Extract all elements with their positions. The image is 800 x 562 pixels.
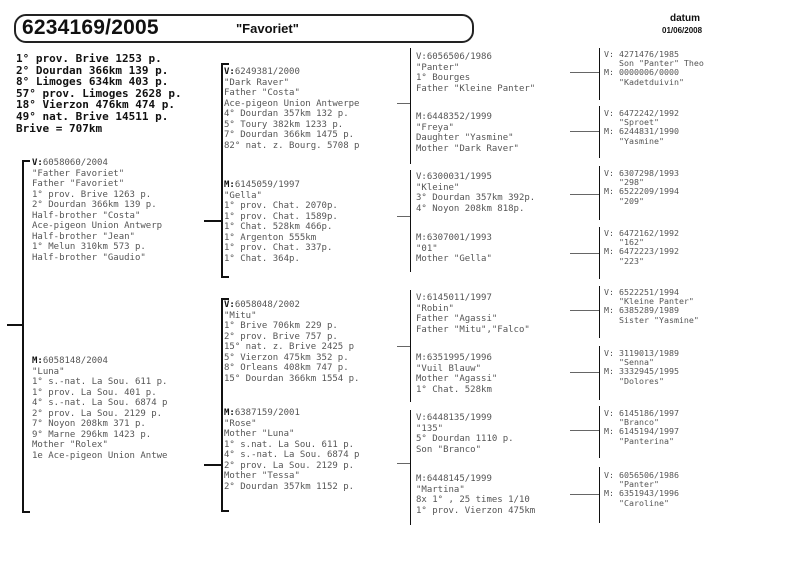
pedigree-line: "Kleine" — [416, 182, 460, 193]
ring-number: 6522251/1994 — [619, 287, 679, 297]
pedigree-line: 1e Ace-pigeon Union Antwe — [32, 450, 168, 461]
gen3-bracket-2 — [410, 170, 411, 272]
ring-number: 6307001/1993 — [426, 233, 492, 243]
ring-number: 6448145/1999 — [426, 474, 492, 484]
gen4-connector-5 — [570, 310, 600, 311]
sex-tag: V: — [604, 408, 614, 418]
pedigree-line: Half-brother "Jean" — [32, 231, 135, 242]
pedigree-line: 1° prov. Brive 1263 p. — [32, 189, 152, 200]
pedigree-line: 4° s.-nat. La Sou. 6874 p — [224, 450, 360, 461]
ring-number: 6385289/1989 — [619, 305, 679, 316]
result-line: 8° Limoges 634km 403 p. — [16, 75, 169, 89]
pedigree-line: Father "Kleine Panter" — [416, 83, 536, 94]
root-connector — [7, 324, 23, 326]
sex-tag: M: — [416, 233, 427, 243]
sex-tag: M: — [604, 305, 614, 316]
pedigree-line: Mother "Agassi" — [416, 374, 498, 385]
pedigree-line: 1° prov. Chat. 1589p. — [224, 211, 338, 222]
pedigree-line: "Panter" — [416, 62, 460, 73]
ring-number: 6056506/1986 — [426, 52, 492, 62]
sex-tag: V: — [604, 228, 614, 238]
pedigree-line: "Mitu" — [224, 310, 257, 321]
sex-tag: M: — [604, 366, 614, 377]
pedigree-line: "Martina" — [416, 484, 465, 495]
pedigree-line: Son "Branco" — [416, 444, 482, 455]
date-label: datum — [670, 13, 700, 24]
pedigree-line: 1° Melun 310km 573 p. — [32, 242, 146, 253]
ring-number: 6244831/1990 — [619, 126, 679, 137]
sex-tag: V: — [224, 300, 235, 310]
ring-number: 6145194/1997 — [619, 426, 679, 437]
pedigree-line: 4° s.-nat. La Sou. 6874 p — [32, 398, 168, 409]
mother-connector — [204, 464, 222, 466]
ring-number: 6058148/2004 — [42, 356, 108, 366]
pedigree-line: 1° prov. Chat. 337p. — [224, 243, 333, 254]
result-line: 57° prov. Limoges 2628 p. — [16, 86, 182, 100]
sex-tag: M: — [224, 408, 235, 418]
ring-number: 6249381/2000 — [234, 67, 300, 77]
gen2-ancestor-2 — [224, 180, 338, 264]
gen4-connector-3 — [570, 194, 600, 195]
pedigree-line: "Panter" — [619, 479, 659, 490]
gen1-bracket-bottom — [22, 511, 30, 513]
sex-tag: M: — [604, 67, 614, 78]
ring-number: 6351943/1996 — [619, 488, 679, 499]
sex-tag: V: — [604, 168, 614, 178]
gen4-connector-6 — [570, 372, 600, 373]
gen2-lower-bracket — [221, 298, 223, 512]
pedigree-line: Sister "Yasmine" — [619, 314, 699, 325]
ring-number: 6472223/1992 — [619, 246, 679, 257]
ring-number: 6472242/1992 — [619, 108, 679, 118]
gen4-pair-5 — [604, 288, 699, 325]
gen4-connector-4 — [570, 253, 600, 254]
sex-tag: M: — [416, 112, 427, 122]
sex-tag: M: — [32, 356, 43, 366]
pedigree-line: "Branco" — [619, 417, 659, 428]
pedigree-line: 82° nat. z. Bourg. 5708 p — [224, 140, 360, 151]
pedigree-line: 15° Dourdan 366km 1554 p. — [224, 373, 360, 384]
sex-tag: M: — [604, 246, 614, 257]
father-connector — [204, 220, 222, 222]
pedigree-line: Half-brother "Gaudio" — [32, 252, 146, 263]
pedigree-line: Mother "Gella" — [416, 254, 492, 265]
pedigree-line: 2° prov. Brive 757 p. — [224, 331, 338, 342]
pedigree-line: 15° nat. z. Brive 2425 p — [224, 342, 355, 353]
ring-number: 3332945/1995 — [619, 366, 679, 377]
result-line: 2° Dourdan 366km 139 p. — [16, 63, 169, 77]
gen3-connector-1 — [397, 103, 411, 104]
pedigree-line: "Gella" — [224, 190, 262, 201]
pedigree-line: "223" — [619, 255, 644, 266]
sex-tag: M: — [224, 180, 235, 190]
gen3-connector-3 — [397, 346, 411, 347]
pedigree-line: 1° Argenton 555km — [224, 232, 317, 243]
gen4-pair-3 — [604, 169, 679, 206]
ring-number: 6351995/1996 — [426, 353, 492, 363]
pedigree-line: "Luna" — [32, 366, 65, 377]
pedigree-line: 5° Vierzon 475km 352 p. — [224, 352, 349, 363]
pedigree-line: 1° Brive 706km 229 p. — [224, 321, 338, 332]
gen4-bracket-5 — [599, 286, 600, 338]
pedigree-line: 1° Chat. 528km — [416, 384, 492, 395]
pedigree-line: 2° prov. La Sou. 2129 p. — [32, 408, 163, 419]
gen2-upper-bottom — [221, 276, 229, 278]
gen3-connector-4 — [397, 463, 411, 464]
ring-number: 3119013/1989 — [619, 348, 679, 358]
ring-number: 6387159/2001 — [234, 408, 300, 418]
ring-number: 6145186/1997 — [619, 408, 679, 418]
sire-block — [32, 158, 162, 263]
pedigree-line: Father "Costa" — [224, 88, 300, 99]
pedigree-line: "Dolores" — [619, 375, 664, 386]
gen3-ancestor-4 — [416, 233, 492, 265]
pedigree-line: 8° Orleans 408km 747 p. — [224, 363, 349, 374]
sex-tag: M: — [416, 353, 427, 363]
sex-tag: M: — [604, 126, 614, 137]
gen2-ancestor-4 — [224, 408, 359, 492]
pedigree-line: "Dark Raver" — [224, 77, 290, 88]
gen1-bracket-top — [22, 160, 30, 162]
pedigree-line: 1° prov. Vierzon 475km — [416, 505, 536, 516]
pedigree-line: Mother "Rolex" — [32, 440, 108, 451]
pedigree-line: Son "Panter" Theo — [619, 58, 704, 69]
gen4-connector-7 — [570, 430, 600, 431]
pedigree-line: 4° Noyon 208km 818p. — [416, 203, 525, 214]
result-line: 1° prov. Brive 1253 p. — [16, 52, 162, 65]
sex-tag: V: — [604, 348, 614, 358]
ring-number: 6448352/1999 — [426, 112, 492, 122]
sex-tag: V: — [416, 293, 427, 303]
sex-tag: M: — [604, 488, 614, 499]
gen4-pair-6 — [604, 349, 679, 386]
sex-tag: M: — [416, 474, 427, 484]
pedigree-line: 1° prov. Chat. 2070p. — [224, 201, 338, 212]
pedigree-line: 1° Bourges — [416, 73, 471, 84]
pedigree-line: Mother "Dark Raver" — [416, 143, 519, 154]
gen3-ancestor-6 — [416, 353, 497, 395]
dam-block — [32, 356, 167, 461]
ring-number: 6448135/1999 — [426, 413, 492, 423]
pedigree-line: Mother "Tessa" — [224, 471, 300, 482]
pedigree-line: 1° s.nat. La Sou. 611 p. — [224, 439, 355, 450]
gen4-bracket-8 — [599, 467, 600, 523]
gen3-ancestor-1 — [416, 52, 535, 94]
sex-tag: V: — [604, 470, 614, 480]
pedigree-line: 4° Dourdan 357km 132 p. — [224, 109, 349, 120]
pedigree-line: "Vuil Blauw" — [416, 363, 482, 374]
gen2-upper-bracket — [221, 63, 223, 278]
gen3-ancestor-2 — [416, 112, 519, 154]
ring-number: 6472162/1992 — [619, 228, 679, 238]
pedigree-line: 1° prov. La Sou. 401 p. — [32, 387, 157, 398]
gen4-pair-8 — [604, 471, 679, 508]
gen4-bracket-3 — [599, 166, 600, 220]
gen2-lower-bottom — [221, 510, 229, 512]
ring-number: 0000006/0000 — [619, 67, 679, 78]
gen3-ancestor-3 — [416, 172, 535, 214]
sex-tag: V: — [416, 52, 427, 62]
pedigree-line: 5° Toury 382km 1233 p. — [224, 119, 344, 130]
sex-tag: V: — [416, 172, 427, 182]
pedigree-line: Ace-pigeon Union Antwerp — [32, 221, 163, 232]
pedigree-line: "Freya" — [416, 122, 454, 133]
pedigree-line: "Yasmine" — [619, 135, 664, 146]
pedigree-line: 1° s.-nat. La Sou. 611 p. — [32, 377, 168, 388]
pedigree-line: 1° Chat. 364p. — [224, 253, 300, 264]
ring-number: 6058048/2002 — [234, 300, 300, 310]
ring-number: 6522209/1994 — [619, 186, 679, 197]
ring-number: 6145011/1997 — [426, 293, 492, 303]
sex-tag: V: — [32, 158, 43, 168]
pedigree-line: Father "Agassi" — [416, 314, 498, 325]
pedigree-line: 9° Marne 296km 1423 p. — [32, 429, 152, 440]
gen2-upper-top — [221, 63, 229, 65]
pedigree-line: "162" — [619, 237, 644, 248]
sex-tag: M: — [604, 186, 614, 197]
pedigree-line: "209" — [619, 195, 644, 206]
gen4-bracket-2 — [599, 106, 600, 158]
pigeon-ring-number: 6234169/2005 — [22, 16, 159, 39]
sex-tag: V: — [224, 67, 235, 77]
sex-tag: V: — [604, 287, 614, 297]
gen4-pair-7 — [604, 409, 679, 446]
pedigree-line: 8x 1° , 25 times 1/10 — [416, 495, 530, 506]
ring-number: 6307298/1993 — [619, 168, 679, 178]
pedigree-line: Mother "Luna" — [224, 429, 295, 440]
pedigree-line: "298" — [619, 177, 644, 188]
results-list — [16, 53, 182, 134]
gen1-bracket — [22, 160, 24, 513]
pedigree-line: "Senna" — [619, 357, 654, 368]
gen3-ancestor-5 — [416, 293, 530, 335]
gen3-ancestor-7 — [416, 413, 514, 455]
pedigree-line: "Kadetduivin" — [619, 76, 684, 87]
sex-tag: V: — [604, 49, 614, 59]
pedigree-line: Ace-pigeon Union Antwerpe — [224, 98, 360, 109]
pedigree-line: Father "Favoriet" — [32, 179, 125, 190]
ring-number: 6145059/1997 — [234, 180, 300, 190]
gen4-pair-2 — [604, 109, 679, 146]
pedigree-line: 3° Dourdan 357km 392p. — [416, 193, 536, 204]
pedigree-line: Father "Mitu","Falco" — [416, 324, 530, 335]
pedigree-line: "Father Favoriet" — [32, 168, 125, 179]
date-value: 01/06/2008 — [662, 26, 703, 35]
ring-number: 6056506/1986 — [619, 470, 679, 480]
pedigree-line: "Rose" — [224, 418, 257, 429]
gen3-bracket-1 — [410, 48, 411, 164]
pedigree-line: 2° Dourdan 357km 1152 p. — [224, 481, 355, 492]
sex-tag: M: — [604, 426, 614, 437]
pedigree-line: 7° Noyon 208km 371 p. — [32, 419, 146, 430]
result-line: Brive = 707km — [16, 121, 103, 135]
gen4-pair-1 — [604, 50, 704, 87]
gen4-pair-4 — [604, 229, 679, 266]
pedigree-line: "Kleine Panter" — [619, 296, 694, 307]
sex-tag: V: — [604, 108, 614, 118]
result-line: 18° Vierzon 476km 474 p. — [16, 98, 175, 112]
pedigree-line: "Caroline" — [619, 497, 669, 508]
ring-number: 6058060/2004 — [42, 158, 108, 168]
pedigree-line: "Sproet" — [619, 117, 659, 128]
pedigree-line: 2° prov. La Sou. 2129 p. — [224, 460, 355, 471]
pedigree-line: "Robin" — [416, 303, 454, 314]
pedigree-line: "01" — [416, 243, 438, 254]
gen4-bracket-7 — [599, 406, 600, 458]
pedigree-line: 2° Dourdan 366km 139 p. — [32, 200, 157, 211]
ring-number: 6300031/1995 — [426, 172, 492, 182]
pedigree-line: 1° Chat. 528km 466p. — [224, 222, 333, 233]
gen4-bracket-4 — [599, 227, 600, 279]
gen2-ancestor-1 — [224, 67, 359, 151]
ring-number: 4271476/1985 — [619, 49, 679, 59]
pedigree-line: Half-brother "Costa" — [32, 210, 141, 221]
gen3-ancestor-8 — [416, 474, 535, 516]
gen4-bracket-1 — [599, 48, 600, 100]
pedigree-line: 7° Dourdan 366km 1475 p. — [224, 130, 355, 141]
gen2-ancestor-3 — [224, 300, 359, 384]
pedigree-line: 5° Dourdan 1110 p. — [416, 434, 514, 445]
pigeon-name: "Favoriet" — [236, 21, 299, 36]
gen4-connector-1 — [570, 72, 600, 73]
gen3-bracket-3 — [410, 290, 411, 402]
gen3-bracket-4 — [410, 410, 411, 525]
pedigree-line: Daughter "Yasmine" — [416, 133, 514, 144]
gen4-connector-2 — [570, 131, 600, 132]
gen4-connector-8 — [570, 494, 600, 495]
result-line: 49° nat. Brive 14511 p. — [16, 109, 169, 123]
gen4-bracket-6 — [599, 346, 600, 400]
gen3-connector-2 — [397, 216, 411, 217]
pedigree-line: "Panterina" — [619, 435, 674, 446]
pedigree-line: "135" — [416, 423, 444, 434]
sex-tag: V: — [416, 413, 427, 423]
